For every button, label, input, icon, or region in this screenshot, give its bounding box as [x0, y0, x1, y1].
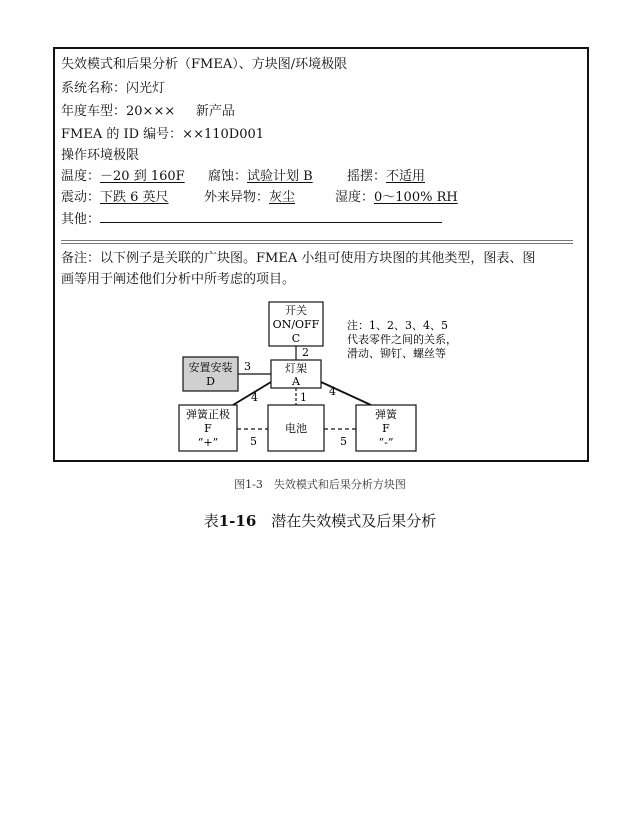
table-title-prefix: 表 — [203, 512, 219, 530]
relation-label-5-left: 5 — [250, 435, 257, 448]
spring-negative-label-2: F — [382, 422, 390, 435]
table-title-text: 潜在失效模式及后果分析 — [256, 512, 437, 530]
switch-label-3: C — [291, 332, 301, 345]
model-year-label: 年度车型： — [61, 104, 127, 119]
humidity-value: 0～100% RH — [374, 190, 458, 205]
relation-label-2: 2 — [302, 346, 309, 359]
spring-positive-label-1: 弹簧正极 — [186, 408, 230, 421]
vibration-value: 下跌 6 英尺 — [100, 190, 169, 205]
table-title — [0, 510, 640, 531]
fmea-form-frame — [53, 47, 589, 462]
diagram-note-line-3: 滑动、铆钉、螺丝等 — [347, 347, 446, 360]
relation-label-4-right: 4 — [329, 385, 336, 398]
diagram-note-line-2: 代表零件之间的关系， — [347, 333, 457, 346]
vibration-label: 震动： — [61, 190, 101, 205]
spring-positive-label-2: F — [204, 422, 212, 435]
switch-label-2: ON/OFF — [272, 318, 320, 331]
model-year-note: 新产品 — [195, 104, 235, 119]
system-name-label: 系统名称： — [61, 81, 127, 96]
switch-label-1: 开关 — [285, 304, 307, 317]
relation-label-5-right: 5 — [340, 435, 347, 448]
humidity-label: 湿度： — [335, 190, 375, 205]
diagram-note-line-1: 注：1、2、3、4、5 — [347, 319, 448, 332]
corrosion-label: 腐蚀： — [208, 169, 248, 184]
relation-label-3: 3 — [244, 360, 251, 373]
spring-negative-label-1: 弹簧 — [375, 408, 397, 421]
relation-label-4-left: 4 — [251, 391, 258, 404]
figure-caption: 图1-3 失效模式和后果分析方块图 — [234, 478, 406, 491]
fmea-id-value: ××110D001 — [182, 127, 265, 142]
battery-label: 电池 — [285, 422, 307, 435]
relation-label-1: 1 — [300, 391, 307, 404]
model-year-value: 20××× — [126, 104, 176, 119]
sway-value: 不适用 — [386, 169, 426, 184]
note-line-1: 备注：以下例子是关联的广块图。FMEA 小组可使用方块图的其他类型，图表、图 — [61, 251, 536, 266]
note-line-2: 画等用于阐述他们分析中所考虑的项目。 — [61, 272, 296, 287]
form-title: 失效模式和后果分析（FMEA）、方块图/环境极限 — [61, 57, 348, 72]
corrosion-value: 试验计划 B — [247, 169, 313, 184]
env-limits-heading: 操作环境极限 — [61, 148, 140, 163]
foreign-label: 外来异物： — [204, 190, 270, 205]
install-label-1: 安置安装 — [188, 361, 233, 374]
spring-negative-label-3: “-” — [378, 436, 394, 449]
spring-positive-label-3: “+” — [197, 436, 219, 449]
block-diagram — [55, 49, 587, 460]
housing-label-2: A — [292, 375, 300, 388]
install-label-2: D — [206, 375, 215, 388]
fmea-id-label: FMEA 的 ID 编号： — [61, 127, 183, 142]
sway-label: 摇摆： — [347, 169, 387, 184]
foreign-value: 灰尘 — [269, 190, 296, 205]
temperature-label: 温度： — [61, 169, 101, 184]
temperature-value: －20 到 160F — [100, 169, 185, 184]
system-name-value: 闪光灯 — [126, 81, 166, 96]
housing-label-1: 灯架 — [285, 362, 307, 375]
table-title-number: 1-16 — [218, 512, 257, 530]
other-label: 其他： — [61, 212, 101, 227]
